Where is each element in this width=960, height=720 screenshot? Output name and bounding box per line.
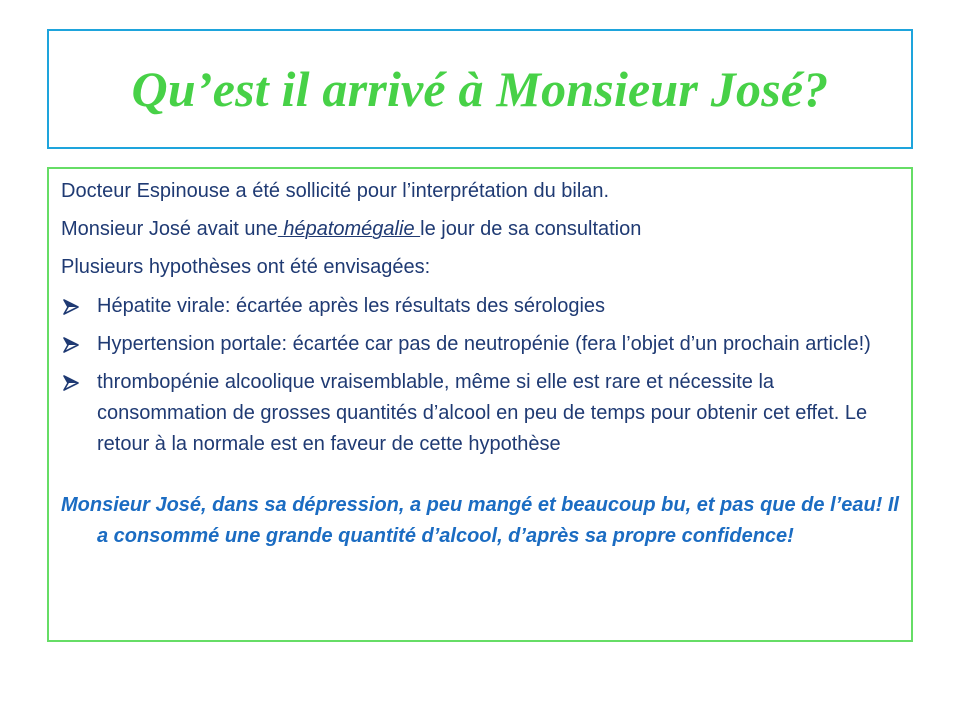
hypotheses-list xyxy=(61,291,901,460)
conclusion-text: Monsieur José, dans sa dépression, a peu mangé et beaucoup bu, et pas que de l’eau! Il a consommé une grande quantité d’alcool, d’après sa propre confidence! xyxy=(61,494,899,547)
intro-line: Docteur Espinouse a été sollicité pour l’interprétation du bilan. xyxy=(61,180,610,202)
content-box xyxy=(47,167,913,642)
hepatomegaly-line xyxy=(61,215,901,244)
hypotheses-heading: Plusieurs hypothèses ont été envisagées: xyxy=(61,256,431,278)
hepatomegaly-term: hépatomégalie xyxy=(277,218,421,240)
arrowhead-bullet-icon xyxy=(63,291,81,322)
list-item xyxy=(61,291,901,322)
hepatomegaly-line-end: le jour de sa consultation xyxy=(420,218,642,240)
list-item-text: Hépatite virale: écartée après les résultats des sérologies xyxy=(97,295,606,317)
list-item-text: Hypertension portale: écartée car pas de neutropénie (fera l’objet d’un prochain article!) xyxy=(97,333,871,355)
arrowhead-bullet-icon xyxy=(63,367,81,398)
hepatomegaly-line-start: Monsieur José avait une xyxy=(61,218,278,240)
list-item xyxy=(61,367,901,460)
list-item-text: thrombopénie alcoolique vraisemblable, même si elle est rare et nécessite la consommation de grosses quantités d’alcool en peu de temps pour obtenir cet effet. Le retour à la normale est en faveur de cette hypothèse xyxy=(97,371,868,455)
arrowhead-bullet-icon xyxy=(63,329,81,360)
title-box xyxy=(47,29,913,149)
list-item xyxy=(61,329,901,360)
slide-title: Qu’est il arrivé à Monsieur José? xyxy=(131,61,829,117)
